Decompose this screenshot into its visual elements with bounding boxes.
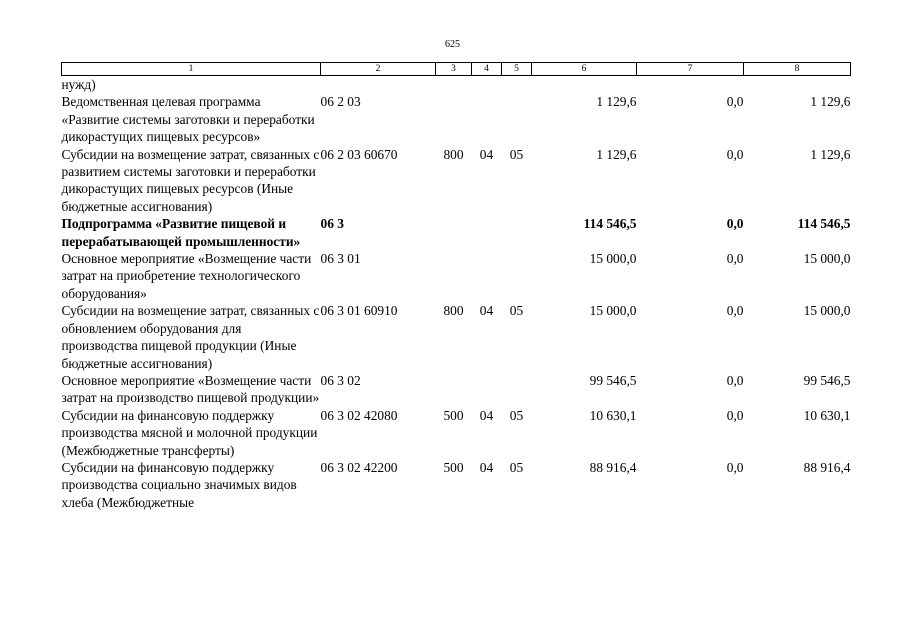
row-target-code: 06 2 03 [320, 94, 361, 110]
row-amount-col6: 10 630,1 [589, 407, 637, 423]
row-target-code: 06 3 [320, 216, 344, 232]
row-target-code: 06 3 02 [320, 372, 361, 388]
row-name: Субсидии на возмещение затрат, связанных с развитием системы заготовки и переработки дикорастущих пищевых ресурсов (Иные бюджетные ассигнования) [61, 146, 320, 214]
row-name: Ведомственная целевая программа «Развитие системы заготовки и переработки дикорастущих пищевых ресурсов» [61, 94, 315, 145]
row-name: Основное мероприятие «Возмещение части затрат на производство пищевой продукции» [61, 372, 320, 406]
row-amount-col7: 0,0 [726, 407, 744, 423]
row-section: 04 [479, 146, 494, 162]
table-row [62, 459, 851, 511]
row-section [472, 215, 502, 250]
row-amount-col6: 99 546,5 [589, 372, 637, 388]
row-expense-type [436, 215, 472, 250]
column-number-row [62, 63, 851, 76]
row-subsection [502, 372, 532, 407]
row-section: 04 [479, 459, 494, 475]
row-subsection: 05 [509, 459, 524, 475]
row-expense-type [436, 372, 472, 407]
row-expense-type: 500 [443, 407, 464, 423]
row-section [472, 372, 502, 407]
row-amount-col6: 15 000,0 [589, 303, 637, 319]
column-header: 3 [436, 63, 472, 76]
row-section [472, 250, 502, 302]
table-row [62, 93, 851, 145]
row-amount-col7: 0,0 [726, 303, 744, 319]
row-subsection [502, 93, 532, 145]
table-row [62, 146, 851, 216]
row-amount-col7: 0,0 [726, 372, 744, 388]
row-expense-type [436, 250, 472, 302]
row-amount-col6: 114 546,5 [583, 216, 637, 232]
column-header: 6 [532, 63, 637, 76]
row-name: нужд) [61, 77, 96, 92]
column-header: 5 [502, 63, 532, 76]
row-amount-col7 [637, 76, 744, 94]
row-amount-col8: 1 129,6 [810, 146, 851, 162]
row-subsection: 05 [509, 146, 524, 162]
row-amount-col8: 99 546,5 [803, 372, 851, 388]
row-subsection [502, 215, 532, 250]
table-row [62, 372, 851, 407]
row-target-code: 06 3 02 42080 [320, 407, 398, 423]
row-amount-col8 [744, 76, 851, 94]
row-expense-type: 800 [443, 303, 464, 319]
row-amount-col6: 1 129,6 [596, 94, 637, 110]
row-amount-col7: 0,0 [726, 216, 744, 232]
row-amount-col7: 0,0 [726, 251, 744, 267]
row-target-code: 06 3 02 42200 [320, 459, 398, 475]
row-section [472, 76, 502, 94]
row-subsection [502, 250, 532, 302]
row-name: Подпрограмма «Развитие пищевой и перерабатывающей промышленности» [61, 216, 301, 249]
row-target-code: 06 3 01 60910 [320, 303, 398, 319]
row-expense-type: 500 [443, 459, 464, 475]
row-amount-col8: 10 630,1 [803, 407, 851, 423]
row-amount-col6 [532, 76, 637, 94]
row-section [472, 93, 502, 145]
row-amount-col8: 15 000,0 [803, 303, 851, 319]
row-expense-type: 800 [443, 146, 464, 162]
row-amount-col7: 0,0 [726, 94, 744, 110]
column-header: 8 [744, 63, 851, 76]
table-row [62, 76, 851, 94]
row-name: Основное мероприятие «Возмещение части затрат на приобретение технологического оборудования» [61, 251, 312, 301]
row-section: 04 [479, 407, 494, 423]
row-subsection: 05 [509, 407, 524, 423]
row-amount-col6: 88 916,4 [589, 459, 637, 475]
row-amount-col6: 15 000,0 [589, 251, 637, 267]
row-amount-col8: 114 546,5 [797, 216, 851, 232]
row-subsection [502, 76, 532, 94]
table-row [62, 302, 851, 372]
row-amount-col8: 15 000,0 [803, 251, 851, 267]
budget-table-body [62, 76, 851, 512]
row-amount-col6: 1 129,6 [596, 146, 637, 162]
table-row [62, 215, 851, 250]
row-amount-col8: 88 916,4 [803, 459, 851, 475]
row-name: Субсидии на финансовую поддержку производства мясной и молочной продукции (Межбюджетные трансферты) [61, 407, 318, 458]
budget-table [61, 62, 851, 511]
table-row [62, 250, 851, 302]
table-row [62, 407, 851, 459]
row-expense-type [436, 76, 472, 94]
row-expense-type [436, 93, 472, 145]
row-amount-col7: 0,0 [726, 459, 744, 475]
row-amount-col7: 0,0 [726, 146, 744, 162]
row-subsection: 05 [509, 303, 524, 319]
row-section: 04 [479, 303, 494, 319]
column-header: 2 [321, 63, 436, 76]
row-target-code [321, 76, 436, 94]
row-name: Субсидии на финансовую поддержку производства социально значимых видов хлеба (Межбюджетные [61, 459, 297, 510]
row-name: Субсидии на возмещение затрат, связанных с обновлением оборудования для производства пищевой продукции (Иные бюджетные ассигнования) [61, 303, 320, 371]
row-target-code: 06 3 01 [320, 251, 361, 267]
column-header: 7 [637, 63, 744, 76]
row-amount-col8: 1 129,6 [810, 94, 851, 110]
row-target-code: 06 2 03 60670 [320, 146, 398, 162]
page-number: 625 [445, 39, 460, 50]
column-header: 4 [472, 63, 502, 76]
column-header: 1 [62, 63, 321, 76]
